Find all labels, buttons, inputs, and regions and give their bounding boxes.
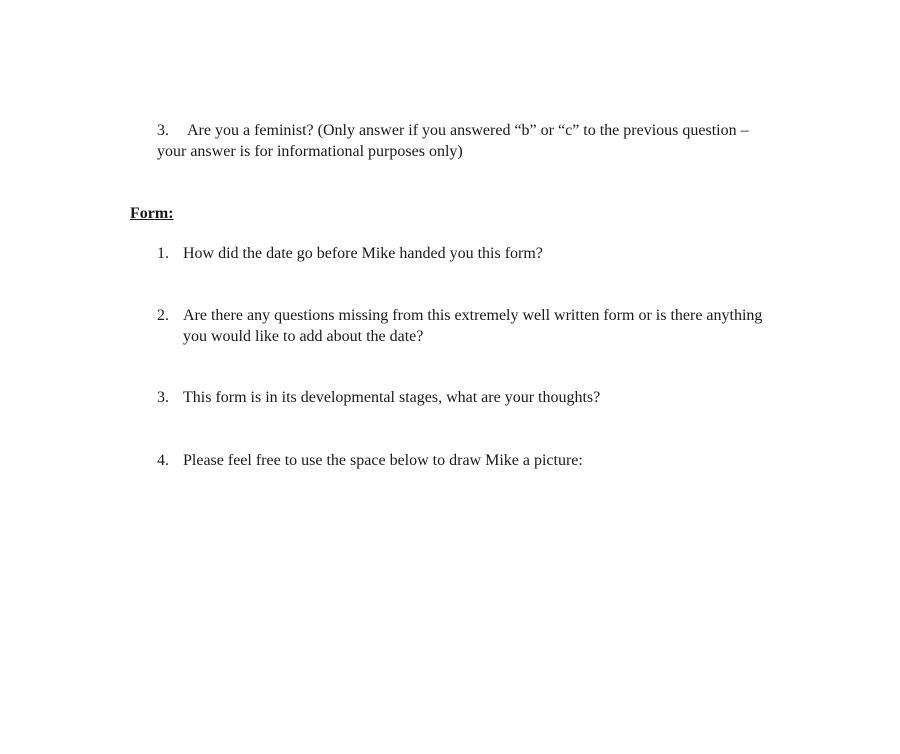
question-text: Are there any questions missing from this extremely well written form or is there anything you would like to add about the date? — [183, 307, 763, 345]
question-text: Please feel free to use the space below to draw Mike a picture: — [183, 452, 583, 469]
form-question-1 — [157, 243, 777, 264]
question-text: How did the date go before Mike handed you this form? — [183, 245, 543, 262]
question-text: This form is in its developmental stages, what are your thoughts? — [183, 389, 601, 406]
form-question-3 — [157, 387, 777, 408]
question-number: 2. — [157, 307, 169, 324]
form-question-2 — [157, 305, 777, 347]
form-question-4 — [157, 450, 777, 471]
previous-question-number: 3. — [157, 122, 169, 139]
previous-question-text: Are you a feminist? (Only answer if you answered “b” or “c” to the previous question – your answer is for informational purposes only) — [157, 122, 749, 160]
form-heading: Form: — [130, 205, 174, 222]
question-number: 4. — [157, 452, 169, 469]
previous-question — [157, 120, 777, 162]
question-number: 3. — [157, 389, 169, 406]
question-number: 1. — [157, 245, 169, 262]
